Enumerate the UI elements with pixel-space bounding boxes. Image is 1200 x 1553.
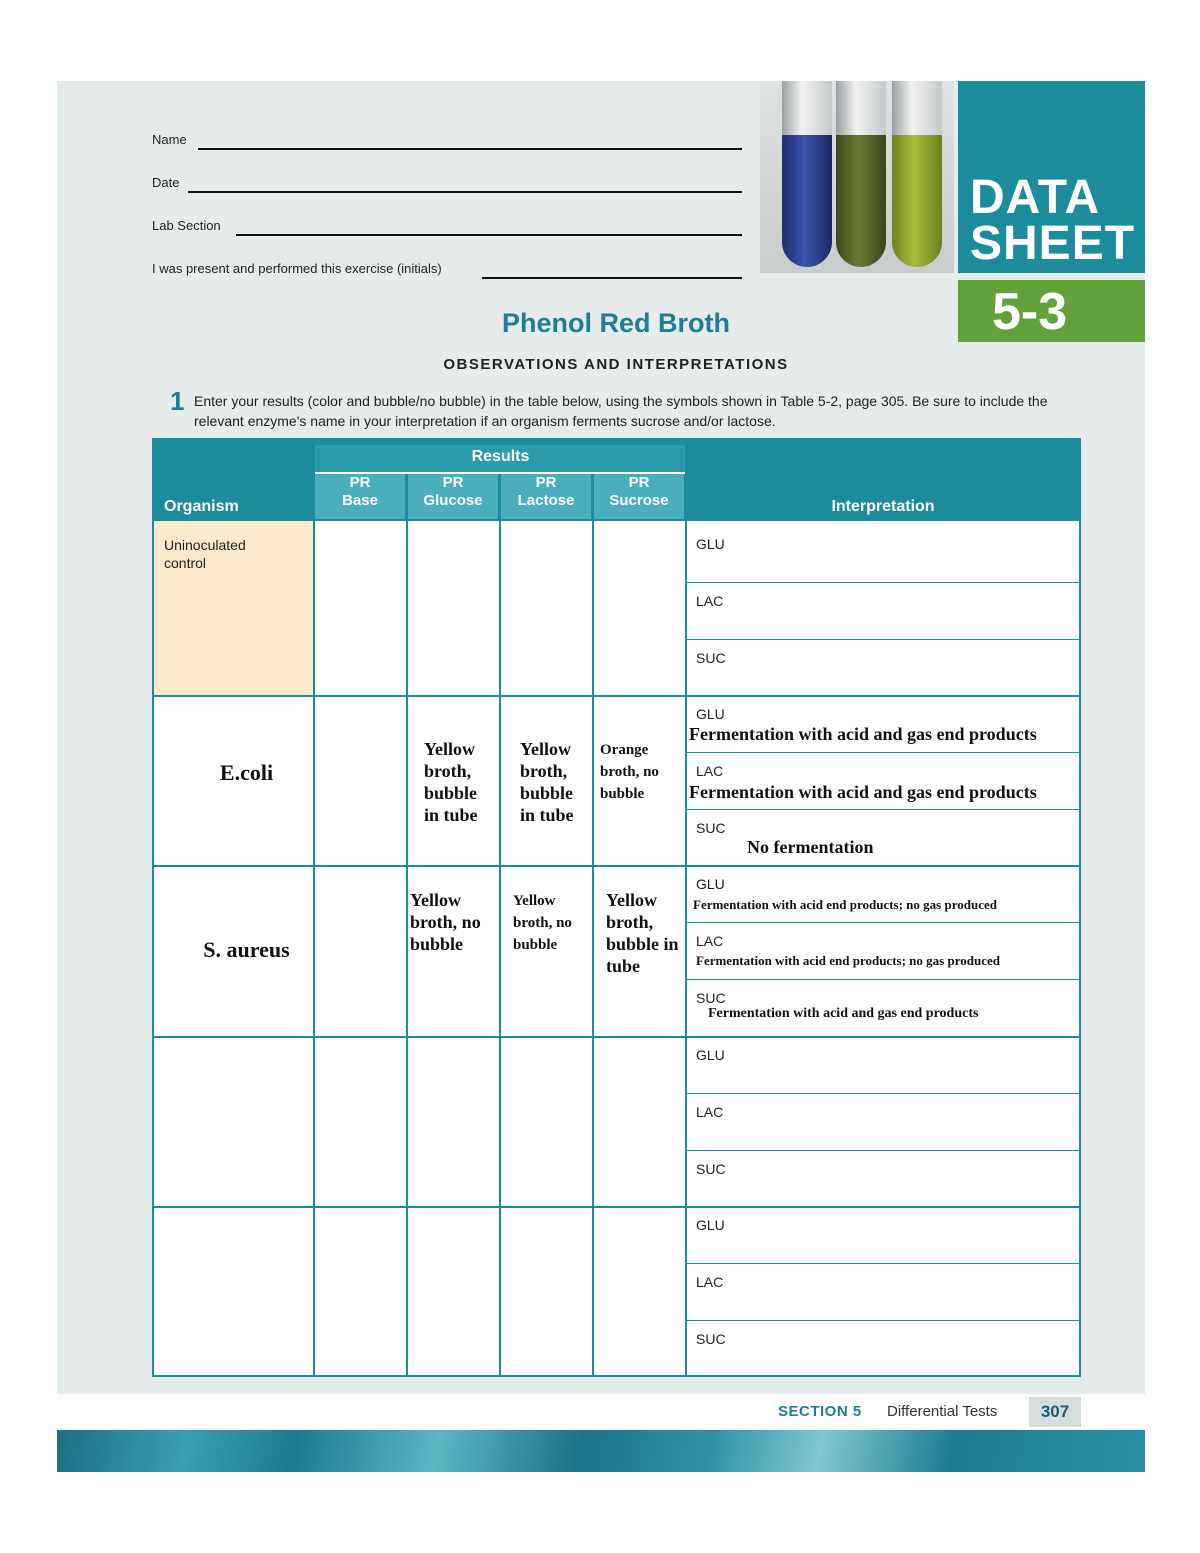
tag-lac: LAC	[696, 933, 724, 949]
tag-glu: GLU	[696, 1217, 725, 1233]
sheet-number: 5-3	[992, 283, 1068, 341]
ecoli-glu-interpretation[interactable]: Fermentation with acid and gas end products	[689, 724, 1037, 744]
initials-line	[482, 277, 742, 279]
footer-topic: Differential Tests	[887, 1403, 998, 1420]
date-line	[188, 191, 742, 193]
ecoli-suc-interpretation[interactable]: No fermentation	[747, 837, 874, 857]
tag-glu: GLU	[696, 536, 725, 552]
lab-section-line	[236, 234, 742, 236]
blue-tube-image	[782, 81, 832, 267]
saureus-glucose-result[interactable]: Yellow broth, no bubble	[410, 890, 481, 954]
initials-field[interactable]	[152, 261, 742, 277]
ecoli-glucose-result[interactable]: Yellow broth, bubble in tube	[424, 739, 478, 825]
grid-line	[406, 521, 408, 1375]
tag-lac: LAC	[696, 1274, 724, 1290]
interp-divider	[685, 582, 1079, 583]
results-table	[152, 438, 1081, 1377]
tag-suc: SUC	[696, 1331, 726, 1347]
interp-divider	[685, 1263, 1079, 1264]
row-divider	[154, 1206, 1079, 1208]
saureus-glu-interpretation[interactable]: Fermentation with acid end products; no gas produced	[693, 897, 997, 912]
question-number: 1	[170, 386, 185, 416]
tag-suc: SUC	[696, 1161, 726, 1177]
column-pr-sucrose: PR Sucrose	[594, 474, 684, 519]
ecoli-lactose-result[interactable]: Yellow broth, bubble in tube	[520, 739, 574, 825]
name-line	[198, 148, 742, 150]
grid-line	[685, 440, 687, 1375]
organism-control-label: Uninoculated control	[164, 537, 246, 571]
interp-divider	[685, 1093, 1079, 1094]
badge-sheet-text: SHEET	[970, 217, 1136, 270]
table-header	[154, 440, 1079, 521]
interp-divider	[685, 752, 1079, 753]
page-number: 307	[1029, 1397, 1081, 1427]
column-pr-lactose: PR Lactose	[501, 474, 591, 519]
saureus-sucrose-result[interactable]: Yellow broth, bubble in tube	[606, 890, 679, 976]
organism-header: Organism	[164, 498, 239, 515]
question-instructions: Enter your results (color and bubble/no bubble) in the table below, using the symbols shown in Table 5-2, page 305. Be sure to include the relevant enzyme's name in your interpretation if an organism ferments sucrose and/or lactose.	[194, 393, 1048, 429]
lab-section-label: Lab Section	[152, 218, 221, 233]
tag-lac: LAC	[696, 593, 724, 609]
interp-divider	[685, 809, 1079, 810]
footer-section: SECTION 5	[778, 1403, 862, 1420]
name-field[interactable]	[152, 132, 742, 148]
badge-data-text: DATA	[970, 171, 1101, 224]
ecoli-lac-interpretation[interactable]: Fermentation with acid and gas end products	[689, 782, 1037, 802]
date-label: Date	[152, 175, 180, 190]
ecoli-sucrose-result[interactable]: Orange broth, no bubble	[600, 742, 659, 802]
tag-lac: LAC	[696, 763, 724, 779]
tag-glu: GLU	[696, 876, 725, 892]
interpretation-header: Interpretation	[831, 498, 935, 515]
date-field[interactable]	[152, 175, 742, 191]
green-tube-image	[836, 81, 886, 267]
tag-suc: SUC	[696, 990, 726, 1006]
interp-divider	[685, 639, 1079, 640]
tag-suc: SUC	[696, 820, 726, 836]
tag-suc: SUC	[696, 650, 726, 666]
name-label: Name	[152, 132, 187, 147]
tag-glu: GLU	[696, 706, 725, 722]
organism-ecoli-label: E.coli	[219, 760, 274, 785]
column-pr-glucose: PR Glucose	[408, 474, 498, 519]
interp-divider	[685, 1150, 1079, 1151]
interp-divider	[685, 979, 1079, 980]
column-pr-base: PR Base	[315, 474, 405, 519]
footer-banner-image	[57, 1430, 1145, 1472]
section-subtitle: OBSERVATIONS AND INTERPRETATIONS	[443, 356, 789, 373]
saureus-lac-interpretation[interactable]: Fermentation with acid end products; no gas produced	[696, 953, 1000, 968]
results-header: Results	[471, 448, 530, 465]
saureus-suc-interpretation[interactable]: Fermentation with acid and gas end products	[708, 1006, 979, 1021]
row-divider	[154, 865, 1079, 867]
tag-glu: GLU	[696, 1047, 725, 1063]
grid-line	[313, 440, 315, 1375]
interp-divider	[685, 1320, 1079, 1321]
row-divider	[154, 1036, 1079, 1038]
data-sheet-badge	[958, 81, 1145, 273]
page-title: Phenol Red Broth	[502, 308, 730, 338]
test-tubes-photo	[760, 81, 954, 273]
row-divider	[154, 695, 1079, 697]
yellow-tube-image	[892, 81, 942, 267]
saureus-lactose-result[interactable]: Yellow broth, no bubble	[513, 893, 572, 953]
tag-lac: LAC	[696, 1104, 724, 1120]
organism-saureus-label: S. aureus	[203, 937, 290, 962]
initials-label: I was present and performed this exercise (initials)	[152, 261, 442, 276]
interp-divider	[685, 922, 1079, 923]
lab-section-field[interactable]	[152, 218, 742, 234]
